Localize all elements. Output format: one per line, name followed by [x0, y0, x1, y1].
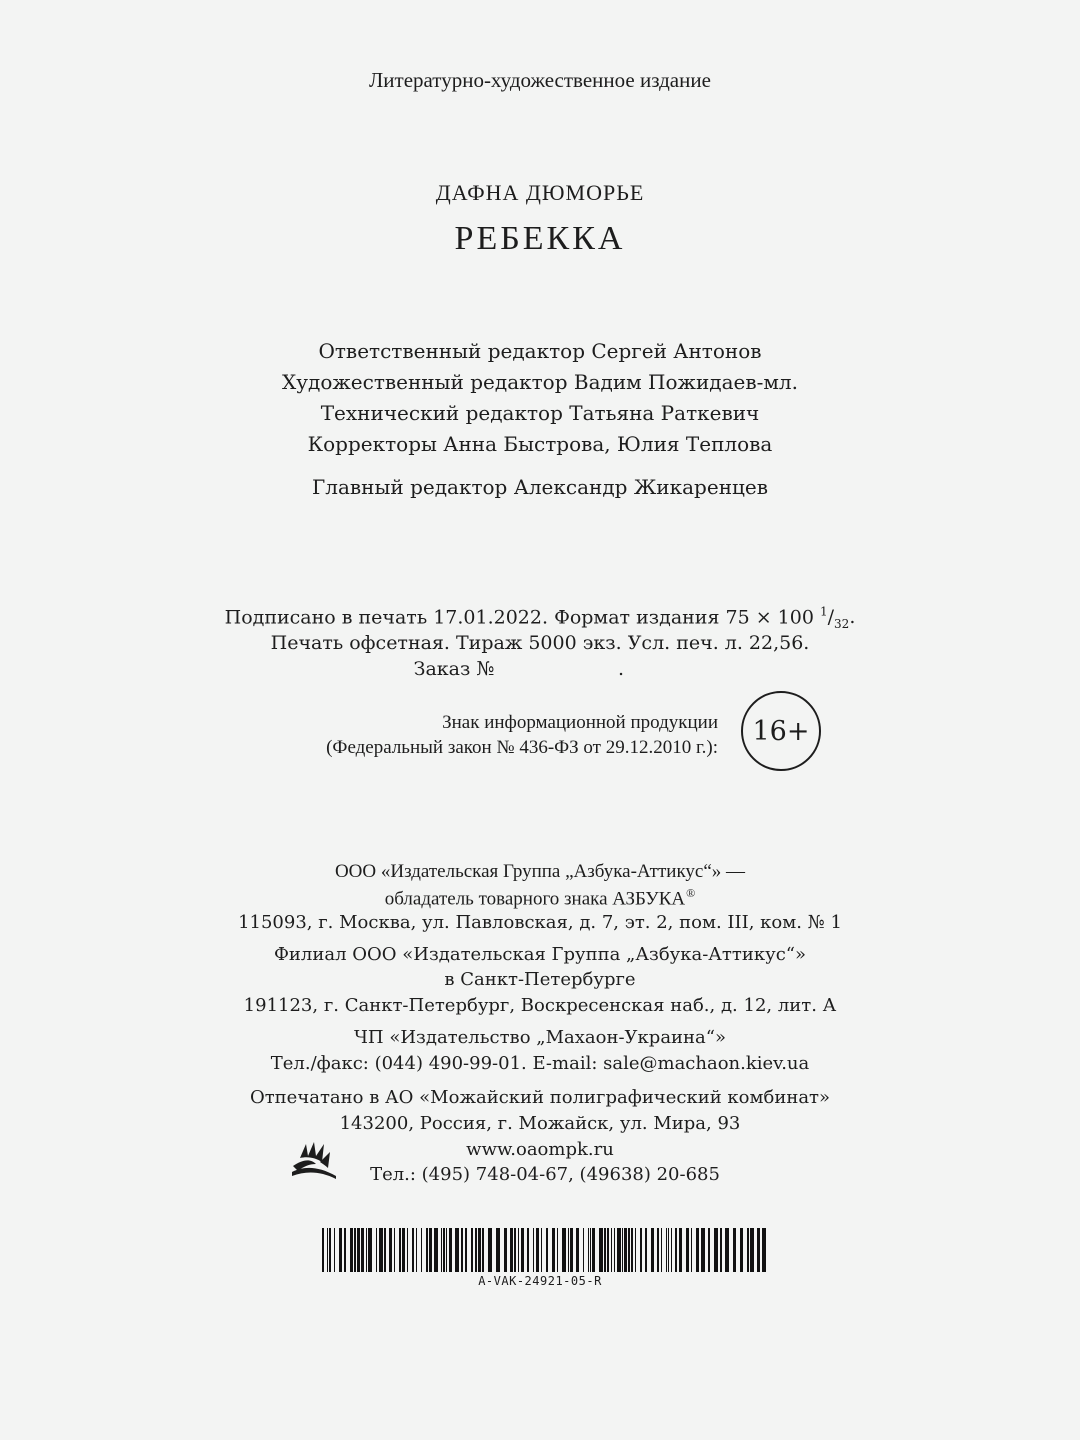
barcode-bar — [675, 1228, 677, 1272]
barcode-bar — [651, 1228, 654, 1272]
barcode-bar — [733, 1228, 736, 1272]
barcode-bar — [361, 1228, 364, 1272]
barcode-bar — [725, 1228, 729, 1272]
barcode-bar — [514, 1228, 516, 1272]
barcode-bar — [592, 1228, 595, 1272]
barcode-bar — [696, 1228, 699, 1272]
printer-phones: Тел.: (495) 748-04-67, (49638) 20-685 — [370, 1164, 720, 1185]
info-sign-label: Знак информационной продукции — [442, 712, 718, 733]
barcode-bar — [757, 1228, 760, 1272]
barcode-bar — [720, 1228, 722, 1272]
barcode-bar — [475, 1228, 477, 1272]
credit-line-chief-editor: Главный редактор Александр Жикаренцев — [312, 475, 768, 499]
publisher-line-1: ООО «Издательская Группа „Азбука-Аттикус“» — — [334, 861, 746, 882]
barcode-bar — [590, 1228, 591, 1272]
barcode-bar — [384, 1228, 386, 1272]
barcode-bar — [686, 1228, 689, 1272]
barcode-bar — [478, 1228, 481, 1272]
barcode-bar — [329, 1228, 331, 1272]
barcode-bar — [679, 1228, 682, 1272]
barcode-bar — [339, 1228, 342, 1272]
barcode-bar — [394, 1228, 395, 1272]
credit-line-responsible-editor: Ответственный редактор Сергей Антонов — [318, 339, 762, 363]
barcode-bar — [671, 1228, 672, 1272]
barcode-bar — [399, 1228, 401, 1272]
publisher-trademark-text: обладатель товарного знака АЗБУКА — [384, 888, 686, 910]
registered-mark-icon: ® — [686, 886, 696, 900]
printer-website: www.oaompk.ru — [466, 1139, 614, 1160]
barcode-bar — [691, 1228, 692, 1272]
barcode-bar — [446, 1228, 447, 1272]
barcode-bar — [366, 1228, 367, 1272]
barcode-bar — [376, 1228, 377, 1272]
print-info-line-1 — [0, 605, 1080, 631]
barcode-bar — [750, 1228, 754, 1272]
book-title: РЕБЕККА — [454, 220, 626, 257]
barcode-bar — [668, 1228, 669, 1272]
barcode-bar — [357, 1228, 360, 1272]
barcode-bar — [624, 1228, 627, 1272]
barcode-bar — [389, 1228, 392, 1272]
barcode-bar — [599, 1228, 603, 1272]
barcode-bar — [510, 1228, 513, 1272]
print-info-order: Заказ № — [413, 658, 495, 680]
barcode-bar — [604, 1228, 606, 1272]
barcode-bar — [421, 1228, 422, 1272]
barcode-bar — [552, 1228, 555, 1272]
barcode-bar — [622, 1228, 623, 1272]
format-numerator: 1 — [820, 605, 828, 619]
barcode-bar — [379, 1228, 383, 1272]
barcode-bar — [617, 1228, 621, 1272]
barcode-bar — [533, 1228, 534, 1272]
credit-line-technical-editor: Технический редактор Татьяна Раткевич — [320, 401, 760, 425]
barcode-bar — [327, 1228, 328, 1272]
barcode-bar — [661, 1228, 662, 1272]
barcode-bar — [429, 1228, 432, 1272]
credit-line-proofreaders: Корректоры Анна Быстрова, Юлия Теплова — [307, 432, 773, 456]
barcode-bar — [471, 1228, 473, 1272]
format-fraction: $^1/_{32}$. — [820, 605, 856, 632]
barcode-bar — [562, 1228, 566, 1272]
print-info-signed-format: Подписано в печать 17.01.2022. Формат издания 75 × 100 — [224, 606, 814, 629]
print-info-line-2: Печать офсетная. Тираж 5000 экз. Усл. печ. л. 22,56. — [270, 632, 810, 654]
print-info-order-end: . — [618, 658, 625, 680]
barcode-bar — [714, 1228, 718, 1272]
barcode-bar — [645, 1228, 647, 1272]
barcode-bar — [701, 1228, 705, 1272]
barcode-bar — [666, 1228, 667, 1272]
barcode-bar — [488, 1228, 492, 1272]
barcode-bar — [576, 1228, 579, 1272]
barcode-bar — [588, 1228, 589, 1272]
printing-house-logo-icon — [290, 1138, 338, 1184]
barcode-number: A-VAK-24921-05-R — [478, 1274, 602, 1288]
barcode-bar — [455, 1228, 459, 1272]
printer-address: 143200, Россия, г. Можайск, ул. Мира, 93 — [339, 1113, 741, 1134]
barcode-bar — [747, 1228, 749, 1272]
branch-line-1: Филиал ООО «Издательская Группа „Азбука-Аттикус“» — [273, 944, 806, 965]
barcode-bar — [426, 1228, 428, 1272]
info-sign-law: (Федеральный закон № 436-ФЗ от 29.12.2010 г.): — [326, 737, 718, 758]
barcode-bar — [441, 1228, 442, 1272]
barcode-bar — [402, 1228, 405, 1272]
barcode-bar — [322, 1228, 324, 1272]
age-rating-badge: 16+ — [741, 691, 821, 771]
barcode-bar — [762, 1228, 766, 1272]
barcode-bar — [614, 1228, 615, 1272]
barcode-bar — [518, 1228, 519, 1272]
barcode-bar — [635, 1228, 636, 1272]
barcode-bar — [465, 1228, 467, 1272]
barcode-bar — [541, 1228, 542, 1272]
barcode-bar — [407, 1228, 408, 1272]
barcode-icon — [322, 1228, 768, 1272]
barcode-bar — [344, 1228, 346, 1272]
branch-address: 191123, г. Санкт-Петербург, Воскресенская наб., д. 12, лит. А — [243, 995, 837, 1016]
edition-type: Литературно-художественное издание — [369, 68, 711, 92]
barcode-bar — [546, 1228, 548, 1272]
barcode-bar — [640, 1228, 642, 1272]
barcode-bar — [740, 1228, 743, 1272]
barcode-bar — [611, 1228, 612, 1272]
barcode-bar — [657, 1228, 659, 1272]
barcode-bar — [504, 1228, 507, 1272]
barcode-bar — [568, 1228, 569, 1272]
barcode-bar — [631, 1228, 633, 1272]
barcode-bar — [416, 1228, 417, 1272]
barcode-bar — [461, 1228, 463, 1272]
barcode-bar — [412, 1228, 414, 1272]
barcode-bar — [607, 1228, 609, 1272]
barcode-bar — [527, 1228, 529, 1272]
ukraine-publisher-name: ЧП «Издательство „Махаон-Украина“» — [354, 1027, 726, 1048]
barcode-bar — [521, 1228, 524, 1272]
barcode-bar — [354, 1228, 356, 1272]
barcode-bar — [368, 1228, 372, 1272]
branch-line-2: в Санкт-Петербурге — [444, 969, 636, 990]
barcode-bar — [334, 1228, 335, 1272]
barcode-bar — [496, 1228, 500, 1272]
format-denominator: 32 — [834, 617, 850, 632]
barcode-bar — [350, 1228, 353, 1272]
barcode-bar — [628, 1228, 630, 1272]
barcode-bar — [583, 1228, 584, 1272]
barcode-bar — [482, 1228, 484, 1272]
publisher-address: 115093, г. Москва, ул. Павловская, д. 7, эт. 2, пом. III, ком. № 1 — [238, 912, 842, 933]
barcode-bar — [708, 1228, 710, 1272]
book-author: ДАФНА ДЮМОРЬЕ — [435, 180, 645, 205]
barcode-bar — [443, 1228, 445, 1272]
barcode-bar — [434, 1228, 438, 1272]
barcode-bar — [570, 1228, 573, 1272]
credit-line-art-editor: Художественный редактор Вадим Пожидаев-мл. — [282, 370, 798, 394]
barcode-bar — [557, 1228, 558, 1272]
publisher-line-2 — [0, 886, 1080, 910]
barcode-bar — [536, 1228, 539, 1272]
printer-name: Отпечатано в АО «Можайский полиграфический комбинат» — [249, 1087, 831, 1108]
barcode-bar — [449, 1228, 452, 1272]
ukraine-publisher-contacts: Тел./факс: (044) 490-99-01. E-mail: sale@machaon.kiev.ua — [270, 1053, 810, 1074]
